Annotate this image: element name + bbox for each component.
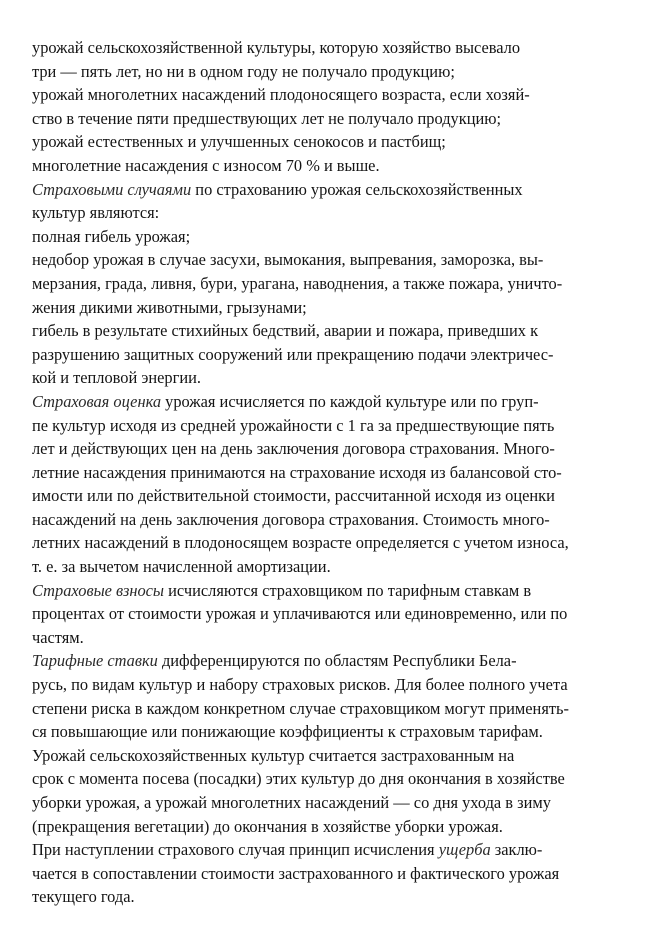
text-line: Урожай сельскохозяйственных культур считается застрахованным на <box>32 745 515 765</box>
text-fragment: исчисляются страховщиком по тарифным ставкам в <box>164 580 532 600</box>
paragraph <box>32 130 616 154</box>
text-line: ся повышающие или понижающие коэффициенты к страховым тарифам. <box>32 722 543 742</box>
term-insurance-premiums: Страховые взносы <box>32 580 165 600</box>
paragraph <box>32 390 616 579</box>
text-line: разрушению защитных сооружений или прекращению подачи электричес- <box>32 344 554 364</box>
text-fragment: дифференцируются по областям Республики Бела- <box>157 651 517 671</box>
paragraph <box>32 838 616 909</box>
paragraph <box>32 744 616 838</box>
text-line: пе культур исходя из средней урожайности с 1 га за предшествующие пять <box>32 415 555 435</box>
text-line: урожай многолетних насаждений плодоносящего возраста, если хозяй- <box>32 85 530 105</box>
text-line: частям. <box>32 627 84 647</box>
text-line: мерзания, града, ливня, бури, урагана, наводнения, а также пожара, уничто- <box>32 273 563 293</box>
text-line <box>32 838 616 862</box>
text-line: недобор урожая в случае засухи, вымокания, выпревания, заморозка, вы- <box>32 250 544 270</box>
text-line: уборки урожая, а урожай многолетних насаждений — со дня ухода в зиму <box>32 793 551 812</box>
text-line: гибель в результате стихийных бедствий, аварии и пожара, приведших к <box>32 321 539 341</box>
text-line: кой и тепловой энергии. <box>32 368 201 388</box>
text-line <box>32 579 616 603</box>
text-line: многолетние насаждения с износом 70 % и выше. <box>32 155 380 175</box>
text-line <box>32 178 616 202</box>
text-line: насаждений на день заключения договора страхования. Стоимость много- <box>32 509 550 529</box>
paragraph <box>32 83 616 130</box>
text-line: урожай естественных и улучшенных сенокосов и пастбищ; <box>32 132 446 152</box>
paragraph <box>32 154 616 178</box>
term-damage: ущерба <box>438 840 491 860</box>
term-insured-events: Страховыми случаями <box>32 179 192 199</box>
paragraph <box>32 36 616 83</box>
text-line: жения дикими животными, грызунами; <box>32 297 307 317</box>
text-line: лет и действующих цен на день заключения договора страхования. Много- <box>32 439 555 459</box>
paragraph <box>32 649 616 743</box>
text-line: летние насаждения принимаются на страхование исходя из балансовой сто- <box>32 462 562 482</box>
term-insurance-valuation: Страховая оценка <box>32 391 162 411</box>
text-line: летних насаждений в плодоносящем возрасте определяется с учетом износа, <box>32 533 569 553</box>
paragraph <box>32 178 616 225</box>
text-line: урожай сельскохозяйственной культуры, которую хозяйство высевало <box>32 38 521 57</box>
text-line: текущего года. <box>32 887 135 907</box>
text-line: степени риска в каждом конкретном случае страховщиком могут применять- <box>32 698 569 718</box>
text-line: чается в сопоставлении стоимости застрахованного и фактического урожая <box>32 863 560 883</box>
text-line: (прекращения вегетации) до окончания в хозяйстве уборки урожая. <box>32 816 503 836</box>
document-page <box>32 36 616 909</box>
paragraph <box>32 225 616 249</box>
text-line: ство в течение пяти предшествующих лет не получало продукцию; <box>32 108 502 128</box>
text-fragment: по страхованию урожая сельскохозяйственных <box>191 179 523 199</box>
text-fragment: При наступлении страхового случая принцип исчисления <box>32 840 439 860</box>
text-line <box>32 390 616 414</box>
text-fragment: заклю- <box>490 840 543 860</box>
text-line: срок с момента посева (посадки) этих культур до дня окончания в хозяйстве <box>32 769 565 789</box>
term-tariff-rates: Тарифные ставки <box>32 651 158 671</box>
text-line: три — пять лет, но ни в одном году не получало продукцию; <box>32 61 455 81</box>
text-line: русь, по видам культур и набору страховых рисков. Для более полного учета <box>32 675 568 695</box>
paragraph <box>32 579 616 650</box>
paragraph <box>32 248 616 319</box>
paragraph <box>32 319 616 390</box>
text-line: полная гибель урожая; <box>32 226 191 246</box>
text-line: имости или по действительной стоимости, рассчитанной исходя из оценки <box>32 486 555 506</box>
text-line: культур являются: <box>32 203 160 223</box>
text-line: процентах от стоимости урожая и уплачиваются или единовременно, или по <box>32 604 568 624</box>
text-fragment: урожая исчисляется по каждой культуре или по груп- <box>161 391 539 411</box>
text-line <box>32 649 616 673</box>
text-line: т. е. за вычетом начисленной амортизации. <box>32 557 331 577</box>
